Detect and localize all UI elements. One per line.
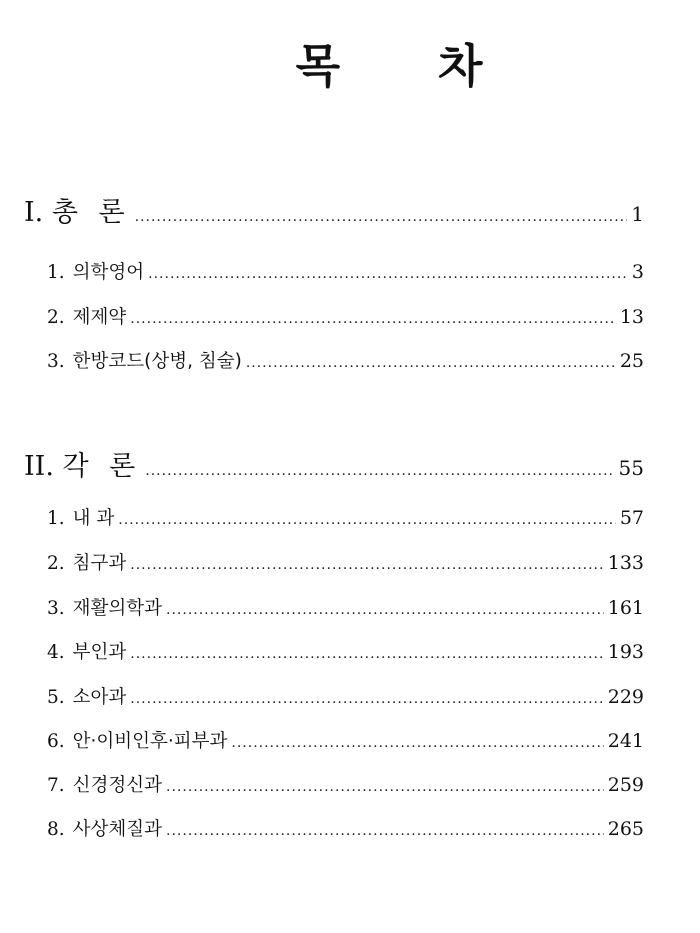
item-number: 8. — [47, 819, 65, 840]
leader-dots — [135, 209, 628, 225]
item-page: 241 — [607, 730, 644, 752]
item-number: 7. — [47, 775, 65, 796]
item-name: 부인과 — [72, 642, 127, 663]
title-char-1: 목 — [295, 39, 342, 93]
item-number: 2. — [47, 307, 65, 328]
section-page: 55 — [618, 456, 644, 480]
toc-item[interactable] — [47, 727, 644, 753]
toc-item[interactable] — [47, 347, 644, 373]
leader-dots — [130, 691, 603, 707]
leader-dots — [145, 463, 614, 479]
toc-item[interactable] — [47, 549, 644, 575]
item-number: 2. — [47, 553, 65, 574]
title-char-2: 차 — [438, 39, 485, 93]
leader-dots — [130, 557, 603, 573]
section-page: 1 — [631, 202, 644, 226]
leader-dots — [231, 735, 603, 751]
leader-dots — [166, 602, 604, 618]
toc-item[interactable] — [47, 683, 644, 709]
item-number: 3. — [47, 598, 65, 619]
item-page: 265 — [607, 818, 644, 840]
toc-item[interactable] — [47, 594, 644, 620]
toc-item[interactable] — [47, 815, 644, 841]
item-page: 133 — [607, 552, 644, 574]
item-page: 57 — [619, 507, 644, 529]
section-numeral: II. — [24, 451, 54, 482]
toc-item[interactable] — [47, 258, 644, 284]
item-name: 제제약 — [72, 307, 127, 328]
leader-dots — [166, 823, 604, 839]
item-page: 193 — [607, 641, 644, 663]
item-number: 4. — [47, 642, 65, 663]
toc-item[interactable] — [47, 303, 644, 329]
leader-dots — [166, 779, 604, 795]
leader-dots — [130, 646, 603, 662]
page-title — [0, 30, 700, 96]
toc-item[interactable] — [47, 771, 644, 797]
toc-section-2[interactable] — [24, 444, 644, 483]
item-number: 1. — [47, 262, 65, 283]
leader-dots — [246, 355, 616, 371]
leader-dots — [118, 512, 616, 528]
toc-item[interactable] — [47, 638, 644, 664]
toc-section-1[interactable] — [24, 190, 644, 229]
item-name: 한방코드(상병, 침술) — [72, 351, 242, 372]
item-number: 1. — [47, 508, 65, 529]
item-page: 259 — [607, 774, 644, 796]
item-name: 안·이비인후·피부과 — [72, 731, 228, 752]
item-page: 25 — [619, 350, 644, 372]
item-name: 소아과 — [72, 687, 127, 708]
section-name: 각 론 — [62, 451, 142, 482]
item-name: 침구과 — [72, 553, 127, 574]
item-page: 3 — [631, 261, 644, 283]
toc-item[interactable] — [47, 504, 644, 530]
section-name: 총 론 — [51, 197, 131, 228]
item-name: 의학영어 — [72, 262, 145, 283]
item-number: 5. — [47, 687, 65, 708]
leader-dots — [130, 311, 616, 327]
item-name: 내 과 — [72, 508, 115, 529]
item-name: 신경정신과 — [72, 775, 163, 796]
item-name: 사상체질과 — [72, 819, 163, 840]
item-page: 13 — [619, 306, 644, 328]
item-number: 3. — [47, 351, 65, 372]
item-page: 161 — [607, 597, 644, 619]
item-name: 재활의학과 — [72, 598, 163, 619]
item-page: 229 — [607, 686, 644, 708]
leader-dots — [148, 266, 628, 282]
item-number: 6. — [47, 731, 65, 752]
section-numeral: I. — [24, 197, 44, 228]
